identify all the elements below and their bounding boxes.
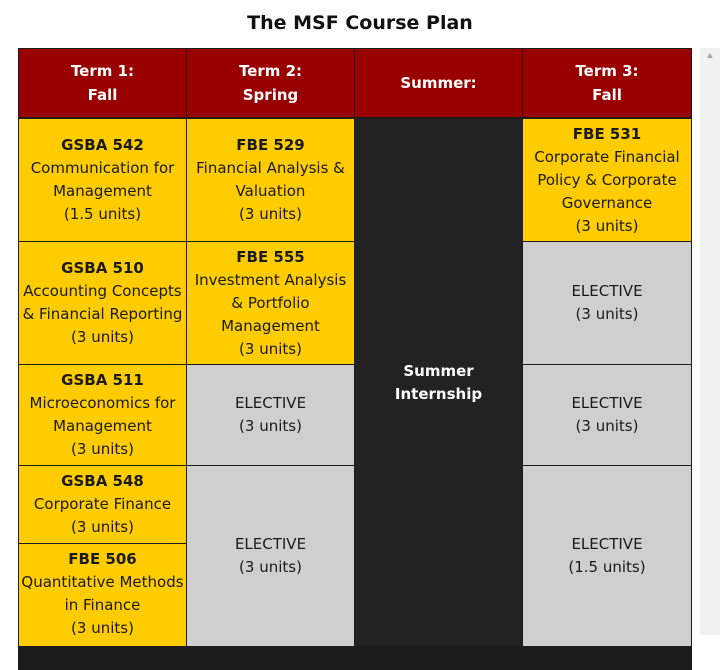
course-name: Financial Analysis & Valuation [196, 159, 345, 200]
course-cell-gsba-548 [19, 466, 186, 543]
course-units: (3 units) [71, 619, 134, 637]
course-cell-gsba-542 [19, 119, 186, 241]
course-units: (3 units) [239, 205, 302, 223]
elective-units: (3 units) [575, 417, 639, 435]
elective-label: ELECTIVE [234, 394, 307, 412]
course-plan-table [18, 48, 692, 670]
vertical-scrollbar[interactable] [700, 48, 720, 635]
elective-units: (1.5 units) [568, 558, 646, 576]
elective-label: ELECTIVE [571, 394, 643, 412]
course-name: Corporate Financial Policy & Corporate Governance [534, 147, 680, 212]
course-units: (3 units) [575, 216, 639, 235]
scroll-up-icon[interactable]: ▲ [705, 50, 715, 60]
course-units: (3 units) [71, 440, 134, 458]
course-name: Microeconomics for Management [29, 394, 176, 435]
elective-cell [187, 365, 354, 465]
elective-label: ELECTIVE [571, 535, 643, 553]
header-term-1-label: Term 1: [70, 62, 135, 80]
elective-units: (3 units) [575, 305, 639, 323]
course-code: GSBA 542 [61, 136, 144, 154]
course-code: FBE 531 [572, 124, 642, 143]
header-term-2-season: Spring [242, 86, 299, 104]
elective-units: (3 units) [239, 417, 302, 435]
course-code: GSBA 548 [61, 472, 144, 490]
header-term-1 [19, 49, 186, 117]
course-name: Accounting Concepts & Financial Reporting [22, 282, 183, 323]
course-units: (3 units) [239, 339, 302, 358]
course-code: FBE 506 [68, 550, 137, 568]
header-term-3 [523, 49, 691, 117]
header-term-3-label: Term 3: [575, 62, 639, 80]
header-summer [355, 49, 522, 117]
header-summer-label: Summer: [400, 74, 477, 92]
course-name: Quantitative Methods in Finance [21, 573, 184, 614]
elective-cell [523, 242, 691, 364]
course-units: (3 units) [71, 518, 134, 536]
course-cell-fbe-529 [187, 119, 354, 241]
elective-cell [523, 466, 691, 646]
elective-label: ELECTIVE [234, 535, 307, 553]
course-code: FBE 555 [236, 247, 305, 266]
course-code: GSBA 510 [61, 259, 144, 277]
course-cell-gsba-510 [19, 242, 186, 364]
course-cell-fbe-506 [19, 544, 186, 646]
course-units: (1.5 units) [63, 205, 142, 223]
course-name: Corporate Finance [33, 495, 172, 513]
header-term-2-label: Term 2: [238, 62, 303, 80]
header-term-1-season: Fall [87, 86, 118, 104]
course-name: Investment Analysis & Portfolio Management [194, 270, 347, 335]
course-units: (3 units) [71, 328, 134, 346]
elective-cell [187, 466, 354, 646]
course-code: GSBA 511 [61, 371, 144, 389]
course-name: Communication for Management [30, 159, 175, 200]
course-code: FBE 529 [236, 136, 305, 154]
course-cell-fbe-555 [187, 242, 354, 364]
elective-units: (3 units) [239, 558, 302, 576]
elective-cell [523, 365, 691, 465]
header-term-3-season: Fall [592, 86, 622, 104]
header-term-2 [187, 49, 354, 117]
elective-label: ELECTIVE [571, 282, 643, 300]
course-cell-fbe-531 [523, 119, 691, 241]
page-title: The MSF Course Plan [247, 12, 473, 34]
course-cell-gsba-511 [19, 365, 186, 465]
summer-internship-cell [355, 119, 522, 646]
summer-internship-label: Summer Internship [394, 361, 483, 403]
